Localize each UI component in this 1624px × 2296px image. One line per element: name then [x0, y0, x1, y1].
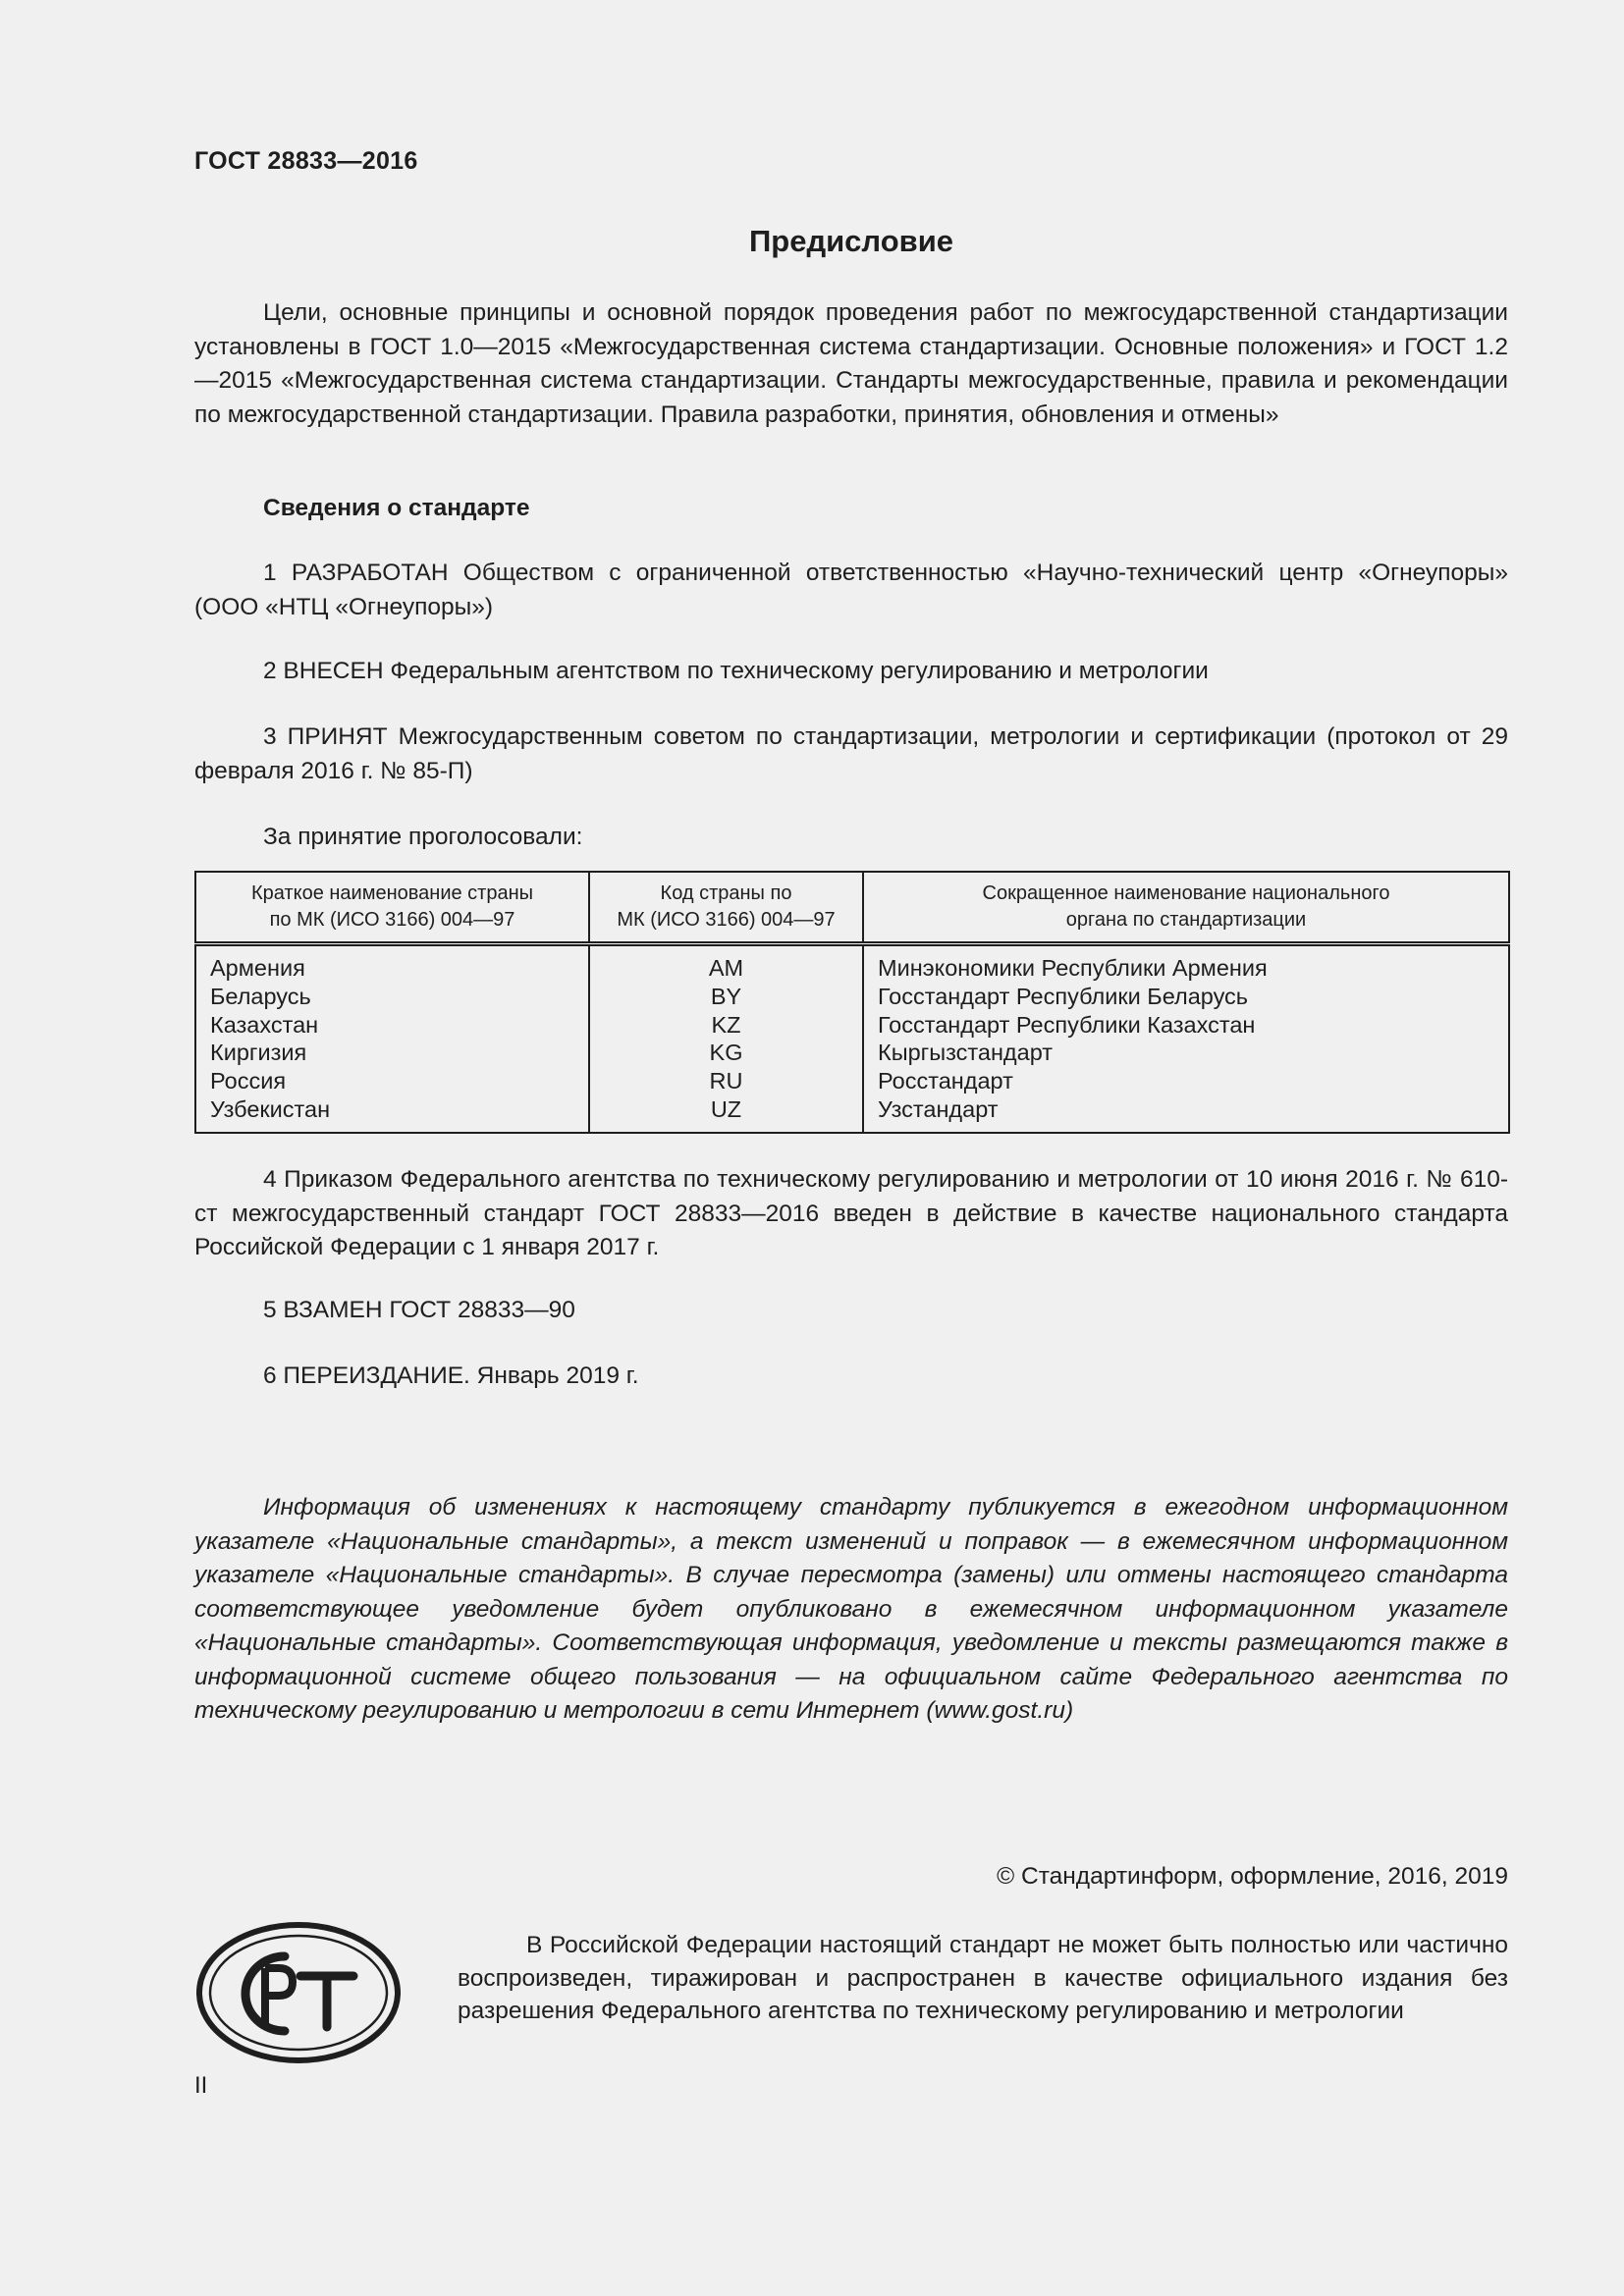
changes-notice: Информация об изменениях к настоящему стандарту публикуется в ежегодном информационном указателе «Национальные стандарты», а текст изменений и поправок — в ежемесячном информационном указателе «Национальные стандарты». В случае пересмотра (замены) или отмены настоящего стандарта соответствующее уведомление будет опубликовано в ежемесячном информационном указателе «Национальные стандарты». Соответствующая информация, уведомление и тексты размещаются также в информационной системе общего пользования — на официальном сайте Федерального агентства по техническому регулированию и метрологии в сети Интернет (www.gost.ru) — [194, 1494, 1508, 1724]
standards-body: Кыргызстандарт — [878, 1040, 1054, 1066]
item-introduced: 2 ВНЕСЕН Федеральным агентством по техническому регулированию и метрологии — [263, 658, 1209, 684]
country-code: UZ — [710, 1095, 742, 1122]
table-row — [195, 944, 1509, 1133]
column-header-code: Код страны по МК (ИСО 3166) 004—97 — [589, 872, 863, 944]
country-name: Узбекистан — [210, 1095, 331, 1122]
table-header-row — [195, 872, 1509, 944]
country-code: RU — [709, 1068, 743, 1095]
page-title: Предисловие — [748, 224, 953, 258]
country-name: Армения — [210, 955, 305, 981]
page-number: II — [194, 2072, 208, 2099]
country-name: Киргизия — [210, 1040, 307, 1066]
country-code: KZ — [711, 1011, 741, 1038]
reproduction-rights-notice: В Российской Федерации настоящий стандарт не может быть полностью или частично воспроизведен, тиражирован и распространен в качестве официального издания без разрешения Федерального агентства по техническому регулированию и метрологии — [458, 1932, 1508, 2024]
country-code: AM — [708, 955, 744, 981]
body-cell — [863, 944, 1509, 1133]
column-header-country: Краткое наименование страны по МК (ИСО 3166) 004—97 — [195, 872, 589, 944]
country-name: Казахстан — [210, 1011, 319, 1038]
voted-label: За принятие проголосовали: — [263, 824, 583, 850]
document-page — [194, 0, 1508, 2296]
country-name: Беларусь — [210, 983, 311, 1009]
standards-body: Госстандарт Республики Казахстан — [878, 1011, 1256, 1038]
code-cell — [589, 944, 863, 1133]
item-developed: 1 РАЗРАБОТАН Обществом с ограниченной ответственностью «Научно-технический центр «Огнеупоры» (ООО «НТЦ «Огнеупоры») — [194, 560, 1508, 620]
country-cell — [195, 944, 589, 1133]
country-name: Россия — [210, 1068, 287, 1095]
voting-countries-table — [194, 871, 1510, 1134]
country-code: KG — [709, 1040, 743, 1066]
item-order: 4 Приказом Федерального агентства по техническому регулированию и метрологии от 10 июня 2016 г. № 610-ст межгосударственный стандарт ГОСТ 28833—2016 введен в действие в качестве национального стандарта Российской Федерации с 1 января 2017 г. — [194, 1166, 1508, 1260]
item-adopted: 3 ПРИНЯТ Межгосударственным советом по стандартизации, метрологии и сертификации (протокол от 29 февраля 2016 г. № 85-П) — [194, 723, 1508, 784]
standards-body: Росстандарт — [878, 1068, 1013, 1095]
standard-info-heading: Сведения о стандарте — [263, 495, 530, 521]
standards-body: Узстандарт — [878, 1095, 999, 1122]
document-code: ГОСТ 28833—2016 — [194, 147, 418, 175]
standards-body: Госстандарт Республики Беларусь — [878, 983, 1249, 1009]
intro-paragraph: Цели, основные принципы и основной порядок проведения работ по межгосударственной стандартизации установлены в ГОСТ 1.0—2015 «Межгосударственная система стандартизации. Основные положения» и ГОСТ 1.2—2015 «Межгосударственная система стандартизации. Стандарты межгосударственные, правила и рекомендации по межгосударственной стандартизации. Правила разработки, принятия, обновления и отмены» — [194, 299, 1508, 428]
item-reissue: 6 ПЕРЕИЗДАНИЕ. Январь 2019 г. — [263, 1362, 639, 1389]
country-code: BY — [710, 983, 742, 1009]
copyright-line: © Стандартинформ, оформление, 2016, 2019 — [997, 1863, 1508, 1890]
column-header-body: Сокращенное наименование национального органа по стандартизации — [863, 872, 1509, 944]
standards-body: Минэкономики Республики Армения — [878, 955, 1268, 981]
rst-certification-mark-icon — [194, 1919, 403, 2066]
item-replaces: 5 ВЗАМЕН ГОСТ 28833—90 — [263, 1297, 575, 1323]
